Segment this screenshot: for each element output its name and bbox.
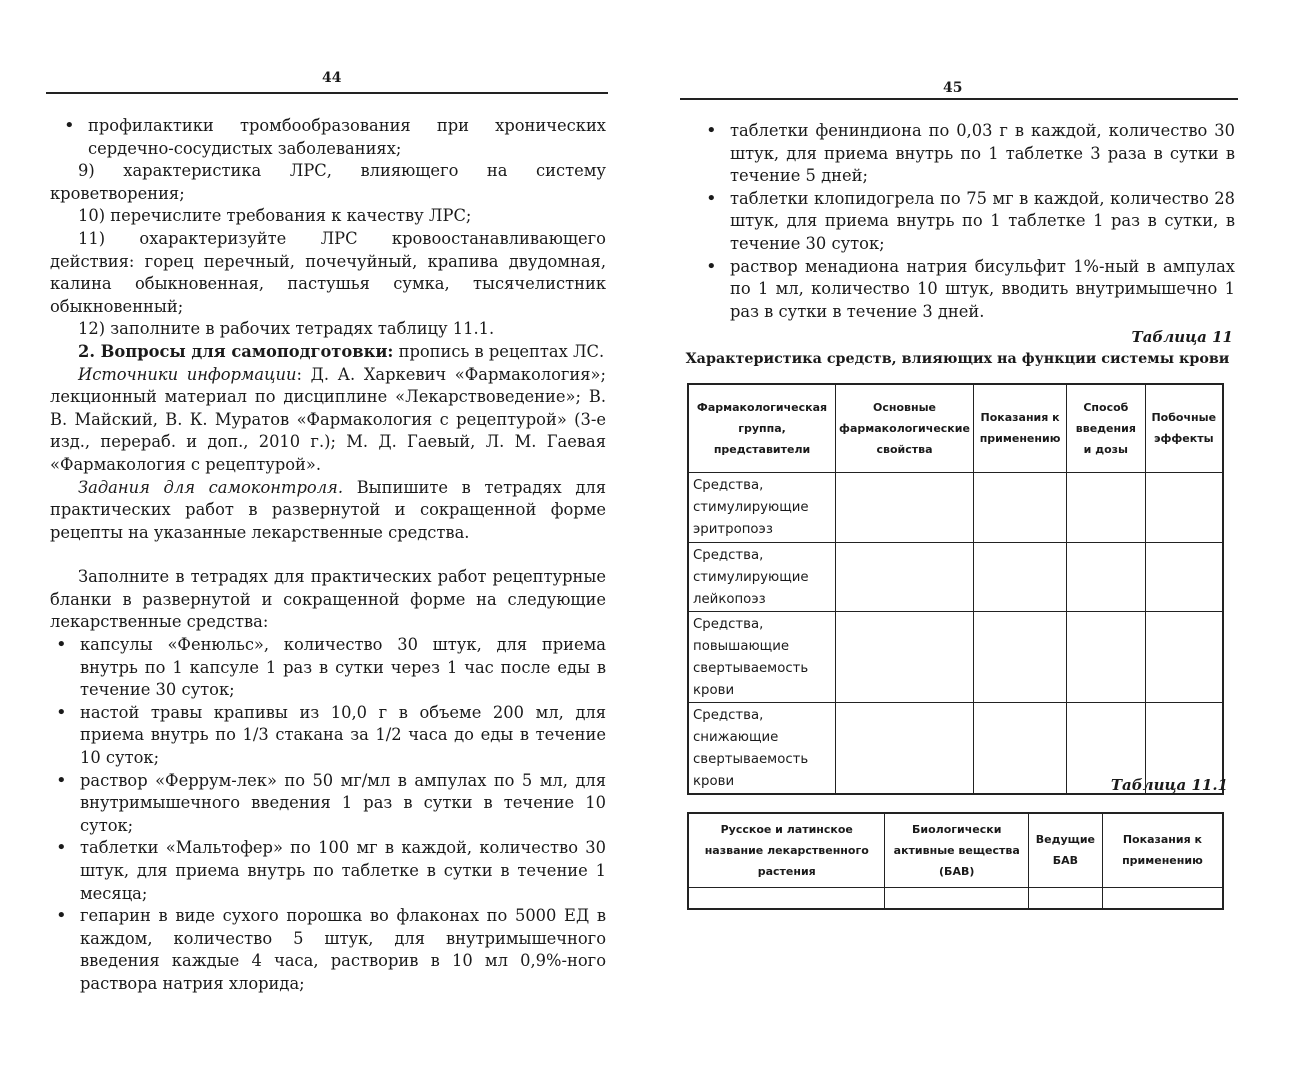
table-header-cell: Способ введения и дозы [1067, 384, 1145, 472]
right-page [650, 0, 1295, 1080]
table-header-row [688, 813, 1223, 887]
table-row [688, 887, 1223, 909]
table-header-cell: Ведущие БАВ [1028, 813, 1102, 887]
table-cell [1067, 611, 1145, 702]
table-cell [836, 702, 974, 794]
table-row [688, 472, 1223, 542]
table-cell [1067, 542, 1145, 611]
table-cell [836, 611, 974, 702]
table-cell-group: Средства, повышающие свертываемость крови [688, 611, 836, 702]
table-cell [885, 887, 1028, 909]
bullet-icon: • [706, 120, 717, 141]
instruction-paragraph: Заполните в тетрадях для практических работ рецептурные бланки в развернутой и сокращенной форме на следующие лекарственные средства: [50, 567, 606, 632]
table-cell [1145, 472, 1223, 542]
task-item: 10) перечислите требования к качеству ЛРС; [78, 206, 472, 226]
bullet-icon: • [56, 905, 67, 927]
task-item: 9) характеристика ЛРС, влияющего на систему кроветворения; [50, 161, 606, 203]
table-11 [687, 383, 1224, 795]
table-cell [1145, 611, 1223, 702]
table-row [688, 611, 1223, 702]
table-cell [1102, 887, 1223, 909]
page-number-left: 44 [322, 70, 342, 86]
list-item: • таблетки фениндиона по 0,03 г в каждой, количество 30 штук, для приема внутрь по 1 таблетке 3 раза в сутки в течение 5 дней; [706, 120, 1235, 186]
table-cell [1028, 887, 1102, 909]
list-item: • таблетки «Мальтофер» по 100 мг в каждой, количество 30 штук, для приема внутрь по таблетке в сутки в течение 1 месяца; [56, 837, 606, 903]
right-column [700, 120, 1235, 323]
table-header-cell: Фармакологическая группа, представители [688, 384, 836, 472]
table-cell-group: Средства, стимулирующие эритропоэз [688, 472, 836, 542]
table-cell-group: Средства, снижающие свертываемость крови [688, 702, 836, 794]
prescription-bullet-list [50, 634, 606, 996]
table-cell [973, 472, 1066, 542]
table-header-cell: Русское и латинское название лекарственного растения [688, 813, 885, 887]
list-item: • раствор менадиона натрия бисульфит 1%-ный в ампулах по 1 мл, количество 10 штук, вводить внутримышечно 1 раз в сутки в течение 3 дней. [706, 255, 1235, 321]
list-item: • капсулы «Фенюльс», количество 30 штук, для приема внутрь по 1 капсуле 1 раз в сутки через 1 час после еды в течение 30 суток; [56, 634, 606, 700]
bullet-icon: • [56, 769, 67, 791]
sources-paragraph: Источники информации: Д. А. Харкевич «Фармакология»; лекционный материал по дисциплине «Лекарствоведение»; В. В. Майский, В. К. Муратов «Фармакология с рецептурой» (3-е изд., перераб. и доп., 2010 г.); М. Д. Гаевый, Л. М. Гаевая «Фармакология с рецептурой». [50, 364, 606, 474]
table-header-cell: Основные фармакологические свойства [836, 384, 974, 472]
table-cell [688, 887, 885, 909]
table11-1-label: Таблица 11.1 [1110, 776, 1228, 794]
selfcontrol-label: Задания для самоконтроля. [78, 477, 344, 497]
bullet-icon: • [56, 837, 67, 859]
list-item: • раствор «Феррум-лек» по 50 мг/мл в ампулах по 5 мл, для внутримышечного введения 1 раз в сутки в течение 10 суток; [56, 769, 606, 835]
bullet-icon: • [64, 115, 75, 136]
sources-label: Источники информации [78, 364, 297, 384]
prescription-bullet-list-cont [700, 120, 1235, 323]
list-item: • настой травы крапивы из 10,0 г в объеме 200 мл, для приема внутрь по 1/3 стакана за 1/2 часа до еды в течение 10 суток; [56, 701, 606, 768]
table11-label: Таблица 11 [1131, 328, 1233, 346]
table-header-cell: Показания к применению [1102, 813, 1223, 887]
list-item: • профилактики тромбообразования при хронических сердечно-сосудистых заболеваниях; [64, 115, 606, 158]
table-cell [1145, 542, 1223, 611]
top-bullet-list [50, 115, 606, 160]
bullet-icon: • [56, 701, 67, 723]
list-item: • гепарин в виде сухого порошка во флаконах по 5000 ЕД в каждом, количество 5 штук, для внутримышечного введения каждые 4 часа, растворив в 10 мл 0,9%-ного раствора натрия хлорида; [56, 905, 606, 993]
left-column [50, 115, 606, 996]
selfcontrol-paragraph: Задания для самоконтроля. Выпишите в тетрадях для практических работ в развернутой и сокращенной форме рецепты на указанные лекарственные средства. [50, 477, 607, 542]
table-header-row [688, 384, 1223, 472]
list-item: • таблетки клопидогрела по 75 мг в каждой, количество 28 штук, для приема внутрь по 1 таблетке 1 раз в сутки, в течение 30 суток; [706, 187, 1235, 253]
task-item: 11) охарактеризуйте ЛРС кровоостанавливающего действия: горец перечный, почечуйный, крапива двудомная, калина обыкновенная, пастушья сумка, тысячелистник обыкновенный; [50, 228, 606, 316]
table-header-cell: Побочные эффекты [1145, 384, 1223, 472]
table-cell [973, 702, 1066, 794]
table-cell-group: Средства, стимулирующие лейкопоэз [688, 542, 836, 611]
table11-title: Характеристика средств, влияющих на функции системы крови [685, 351, 1230, 367]
table-cell [973, 611, 1066, 702]
page-number-right: 45 [943, 80, 963, 96]
table-header-cell: Биологически активные вещества (БАВ) [885, 813, 1028, 887]
table-row [688, 542, 1223, 611]
table-cell [836, 542, 974, 611]
bullet-icon: • [706, 187, 717, 209]
header-rule-right [680, 98, 1238, 100]
table-cell [973, 542, 1066, 611]
questions-label: 2. Вопросы для самоподготовки: [78, 341, 394, 361]
table-cell [1067, 472, 1145, 542]
questions-paragraph: 2. Вопросы для самоподготовки: пропись в рецептах ЛС. [78, 341, 605, 361]
bullet-icon: • [56, 634, 67, 656]
table-11-1 [687, 812, 1224, 910]
bullet-icon: • [706, 255, 717, 277]
table-cell [836, 472, 974, 542]
header-rule-left [46, 92, 608, 94]
table-header-cell: Показания к применению [973, 384, 1066, 472]
task-item: 12) заполните в рабочих тетрадях таблицу 11.1. [78, 319, 495, 339]
